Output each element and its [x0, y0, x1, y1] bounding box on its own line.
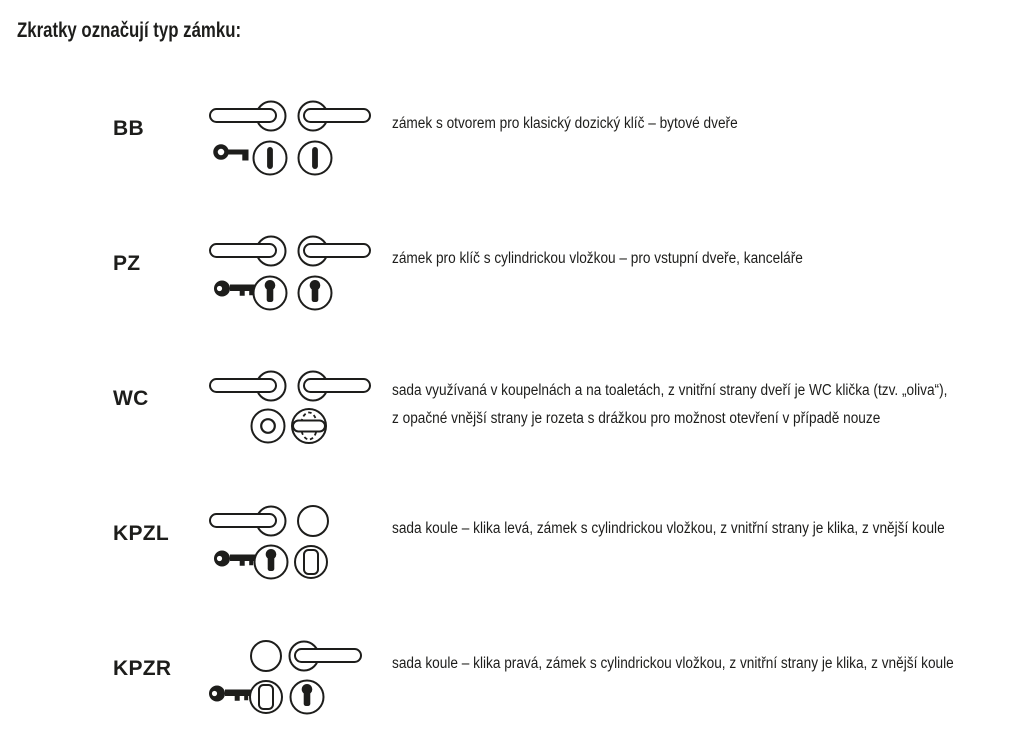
cylinder-key-icon	[209, 686, 253, 702]
lock-type-abbr: KPZL	[113, 522, 170, 545]
row-kpzr	[0, 636, 1011, 728]
door-handle-right-icon	[299, 372, 371, 401]
wc-oliva-knob-icon	[292, 409, 326, 443]
pz-keyhole-rosette-icon	[299, 277, 332, 310]
door-handle-right-icon	[299, 237, 371, 266]
lock-icons-wc	[205, 366, 395, 448]
row-kpzl	[0, 501, 1011, 593]
lock-type-description: sada koule – klika levá, zámek s cylindrickou vložkou, z vnitřní strany je klika, z vnější koule	[392, 520, 945, 537]
lock-type-abbr: PZ	[113, 252, 141, 275]
lock-type-description: sada koule – klika pravá, zámek s cylindrickou vložkou, z vnitřní strany je klika, z vnější koule	[392, 655, 954, 672]
door-handle-right-icon	[299, 102, 371, 131]
description-line-2: z opačné vnější strany je rozeta s drážkou pro možnost otevření v případě nouze	[392, 410, 881, 427]
door-handle-left-icon	[210, 372, 286, 401]
lock-type-abbr: WC	[113, 387, 149, 410]
groove-rosette-icon	[252, 410, 285, 443]
thumbturn-rosette-icon	[295, 546, 327, 578]
row-bb	[0, 96, 1011, 188]
door-knob-icon	[298, 506, 328, 536]
door-knob-icon	[251, 641, 281, 671]
bb-keyhole-rosette-icon	[299, 142, 332, 175]
page-title: Zkratky označují typ zámku:	[17, 19, 242, 42]
lock-type-description: zámek s otvorem pro klasický dozický klíč – bytové dveře	[392, 115, 738, 132]
cylinder-key-icon	[214, 281, 258, 297]
door-handle-left-icon	[210, 102, 286, 131]
lock-type-abbr: BB	[113, 117, 144, 140]
pz-keyhole-rosette-icon	[254, 277, 287, 310]
lock-icons-kpzl	[205, 501, 395, 583]
bit-key-icon	[216, 147, 249, 161]
lock-type-description: zámek pro klíč s cylindrickou vložkou – pro vstupní dveře, kanceláře	[392, 250, 803, 267]
pz-keyhole-rosette-icon	[291, 681, 324, 714]
cylinder-key-icon	[214, 551, 258, 567]
row-pz	[0, 231, 1011, 323]
description-line-1: sada využívaná v koupelnách a na toaletách, z vnitřní strany dveří je WC klička (tzv. „oliva“),	[392, 382, 948, 399]
thumbturn-rosette-icon	[250, 681, 282, 713]
door-handle-left-icon	[210, 237, 286, 266]
door-handle-left-icon	[210, 507, 286, 536]
lock-icons-kpzr	[205, 636, 395, 718]
lock-icons-bb	[205, 96, 395, 178]
bb-keyhole-rosette-icon	[254, 142, 287, 175]
lock-type-abbr: KPZR	[113, 657, 172, 680]
lock-icons-pz	[205, 231, 395, 313]
lock-type-description	[392, 377, 947, 433]
pz-keyhole-rosette-icon	[255, 546, 288, 579]
row-wc	[0, 366, 1011, 458]
door-handle-right-icon	[290, 642, 362, 671]
